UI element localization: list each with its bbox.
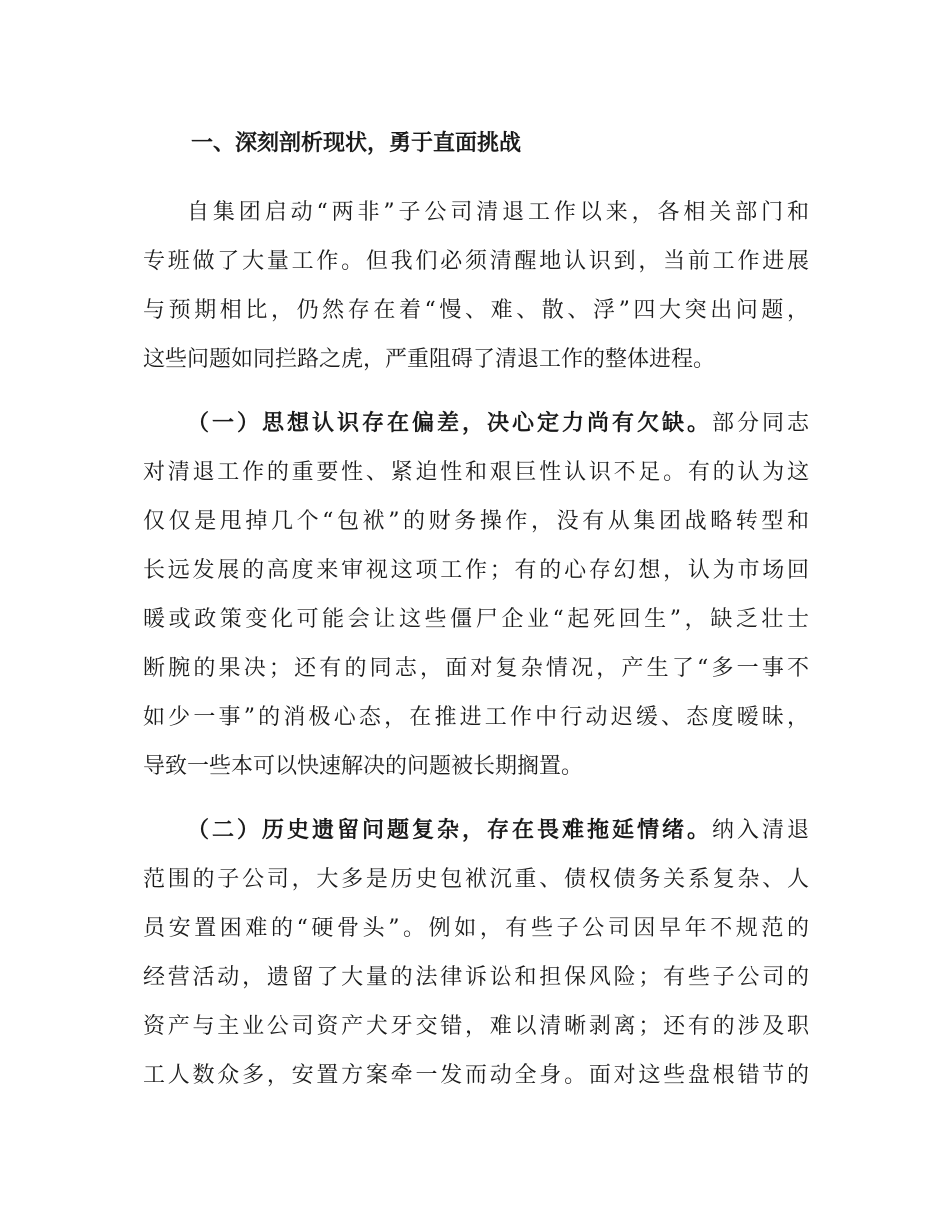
item1-line: 导致一些本可以快速解决的问题被长期搁置。 xyxy=(143,754,584,779)
item2-lead: （二）历史遗留问题复杂，存在畏难拖延情绪。 xyxy=(187,818,712,843)
item2-line: 员安置困难的“硬骨头”。例如，有些子公司因早年不规范的 xyxy=(143,916,809,941)
item1-line: 对清退工作的重要性、紧迫性和艰巨性认识不足。有的认为这 xyxy=(143,460,809,485)
item2-paragraph xyxy=(143,806,809,1100)
intro-line: 自集团启动“两非”子公司清退工作以来，各相关部门和 xyxy=(187,200,809,225)
item1-lead: （一）思想认识存在偏差，决心定力尚有欠缺。 xyxy=(187,411,712,436)
item2-first-line xyxy=(143,806,809,855)
item1-line: 断腕的果决；还有的同志，面对复杂情况，产生了“多一事不 xyxy=(143,656,809,681)
item2-line: 范围的子公司，大多是历史包袱沉重、债权债务关系复杂、人 xyxy=(143,867,809,892)
section-heading: 一、深刻剖析现状，勇于直面挑战 xyxy=(191,131,522,156)
intro-paragraph xyxy=(143,188,809,384)
item1-paragraph xyxy=(143,399,809,791)
item1-first-line xyxy=(143,399,809,448)
item1-first-rest: 部分同志 xyxy=(711,411,809,436)
item1-line: 如少一事”的消极心态，在推进工作中行动迟缓、态度暧昧， xyxy=(143,705,809,730)
item2-line: 资产与主业公司资产犬牙交错，难以清晰剥离；还有的涉及职 xyxy=(143,1014,809,1039)
intro-line: 这些问题如同拦路之虎，严重阻碍了清退工作的整体进程。 xyxy=(143,347,716,372)
item1-line: 长远发展的高度来审视这项工作；有的心存幻想，认为市场回 xyxy=(143,558,809,583)
item2-first-rest: 纳入清退 xyxy=(711,818,809,843)
intro-line: 与预期相比，仍然存在着“慢、难、散、浮”四大突出问题， xyxy=(143,298,809,323)
item1-line: 暖或政策变化可能会让这些僵尸企业“起死回生”，缺乏壮士 xyxy=(143,607,809,632)
item1-line: 仅仅是甩掉几个“包袱”的财务操作，没有从集团战略转型和 xyxy=(143,509,809,534)
item2-line: 工人数众多，安置方案牵一发而动全身。面对这些盘根错节的 xyxy=(143,1063,809,1088)
item2-line: 经营活动，遗留了大量的法律诉讼和担保风险；有些子公司的 xyxy=(143,965,809,990)
document-page xyxy=(143,124,809,1100)
intro-line: 专班做了大量工作。但我们必须清醒地认识到，当前工作进展 xyxy=(143,249,809,274)
